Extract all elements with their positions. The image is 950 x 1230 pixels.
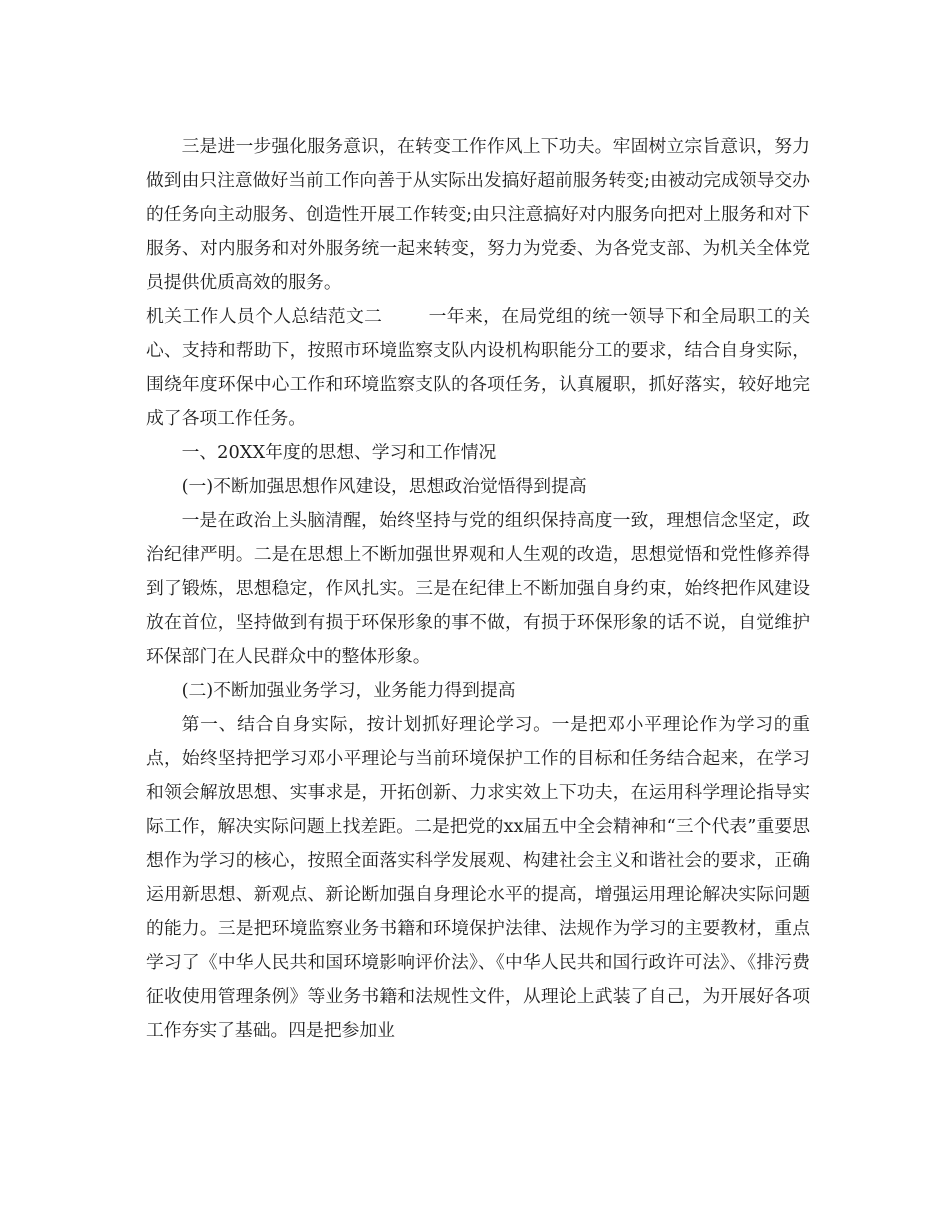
subheading-business-study: (二)不断加强业务学习，业务能力得到提高 <box>181 680 516 701</box>
section-intro-text: 一年来，在局党组的统一领导下和全局职工的关心、支持和帮助下，按照市环境监察支队内设机构职能分工的要求，结合自身实际，围绕年度环保中心工作和环境监察支队的各项任务，认真履职，抓好落实，较好地完成了各项工作任务。 <box>146 306 810 429</box>
section-intro <box>146 300 810 436</box>
section-title: 机关工作人员个人总结范文二 <box>146 306 383 327</box>
heading-annual-overview: 一、20XX年度的思想、学习和工作情况 <box>181 442 497 463</box>
document-page <box>146 130 810 1048</box>
paragraph-service-awareness: 三是进一步强化服务意识，在转变工作作风上下功夫。牢固树立宗旨意识，努力做到由只注意做好当前工作向善于从实际出发搞好超前服务转变;由被动完成领导交办的任务向主动服务、创造性开展工作转变;由只注意搞好对内服务向把对上服务和对下服务、对内服务和对外服务统一起来转变，努力为党委、为各党支部、为机关全体党员提供优质高效的服务。 <box>146 136 810 293</box>
paragraph-theory-study: 第一、结合自身实际，按计划抓好理论学习。一是把邓小平理论作为学习的重点，始终坚持把学习邓小平理论与当前环境保护工作的目标和任务结合起来，在学习和领会解放思想、实事求是，开拓创新、力求实效上下功夫，在运用科学理论指导实际工作，解决实际问题上找差距。二是把党的xx届五中全会精神和“三个代表”重要思想作为学习的核心，按照全面落实科学发展观、构建社会主义和谐社会的要求，正确运用新思想、新观点、新论断加强自身理论水平的提高，增强运用理论解决实际问题的能力。三是把环境监察业务书籍和环境保护法律、法规作为学习的主要教材，重点学习了《中华人民共和国环境影响评价法》、《中华人民共和国行政许可法》、《排污费征收使用管理条例》等业务书籍和法规性文件，从理论上武装了自己，为开展好各项工作夯实了基础。四是把参加业 <box>146 714 810 1041</box>
subheading-ideology: (一)不断加强思想作风建设，思想政治觉悟得到提高 <box>181 476 587 497</box>
paragraph-ideology: 一是在政治上头脑清醒，始终坚持与党的组织保持高度一致，理想信念坚定，政治纪律严明。二是在思想上不断加强世界观和人生观的改造，思想觉悟和党性修养得到了锻炼，思想稳定，作风扎实。三是在纪律上不断加强自身约束，始终把作风建设放在首位，坚持做到有损于环保形象的事不做，有损于环保形象的话不说，自觉维护环保部门在人民群众中的整体形象。 <box>146 510 810 667</box>
